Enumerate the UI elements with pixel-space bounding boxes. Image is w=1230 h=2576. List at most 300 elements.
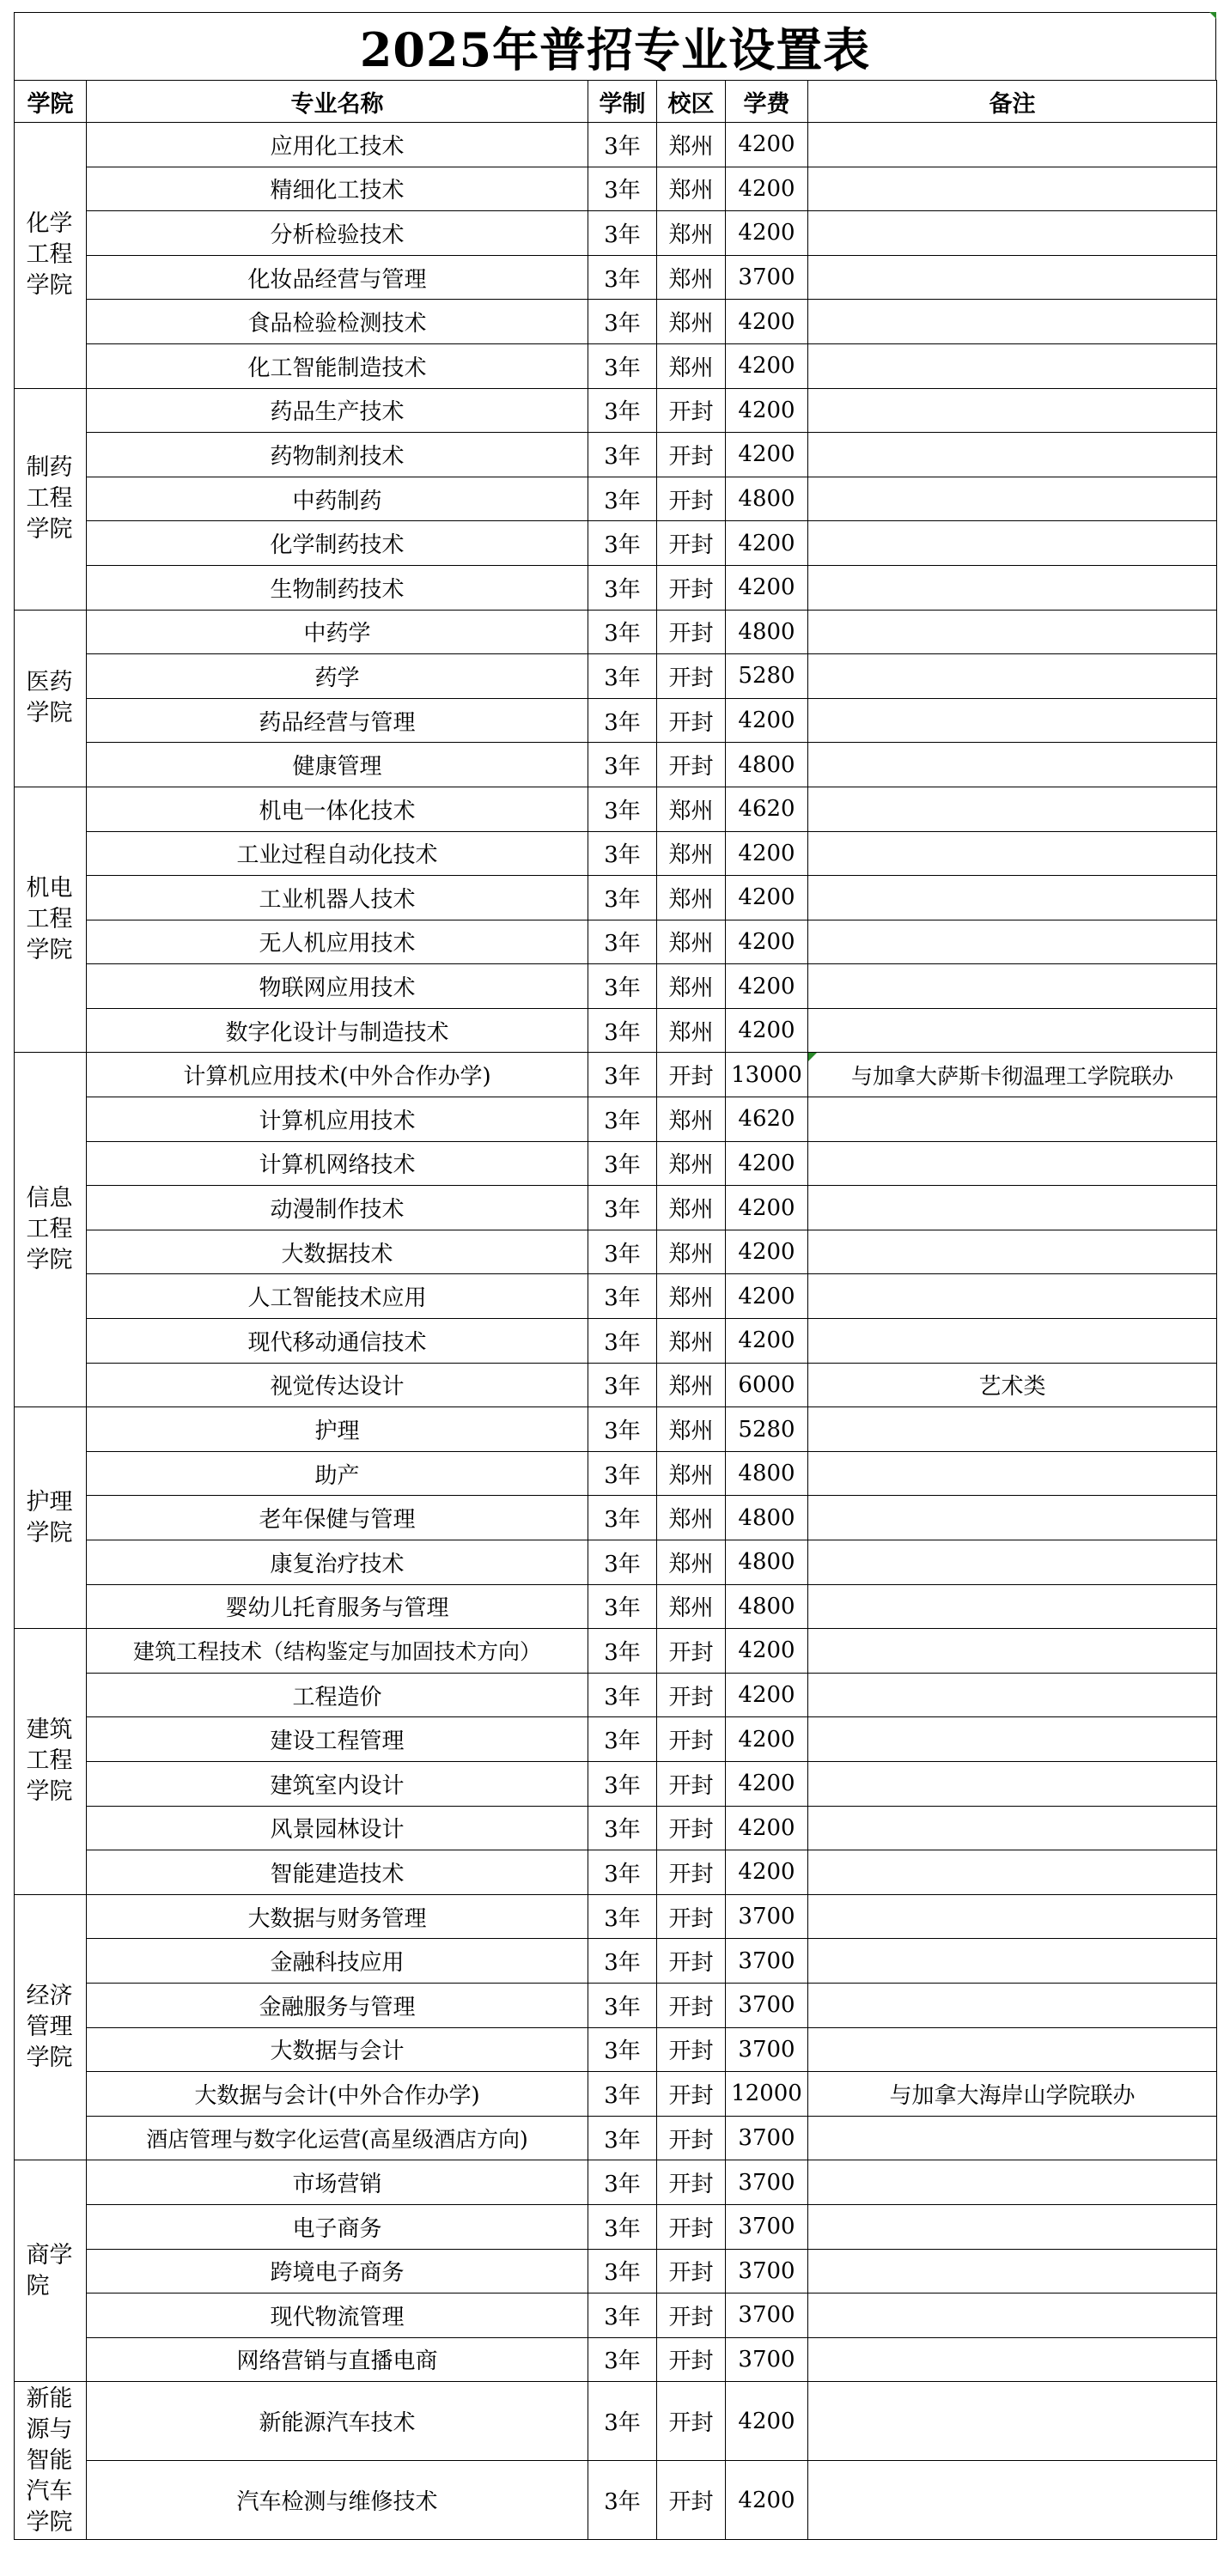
years-cell: 3年: [588, 343, 657, 388]
college-name: 化学工程学院: [26, 210, 73, 300]
years-cell: 3年: [588, 255, 657, 300]
major-cell: 工业过程自动化技术: [87, 831, 588, 876]
table-row: [15, 610, 1217, 654]
note-cell: [808, 698, 1217, 743]
major-cell: 食品检验检测技术: [87, 300, 588, 344]
table-row: [15, 1319, 1217, 1364]
years-cell: 3年: [588, 920, 657, 964]
college-name: 建筑工程学院: [26, 1716, 73, 1806]
college-name: 信息工程学院: [26, 1185, 73, 1274]
fee-cell: 4800: [726, 1584, 808, 1629]
table-row: [15, 123, 1217, 167]
major-cell: 大数据与会计(中外合作办学): [87, 2072, 588, 2117]
college-cell: [15, 1629, 87, 1895]
major-cell: 人工智能技术应用: [87, 1274, 588, 1319]
table-row: [15, 1540, 1217, 1585]
campus-cell: 开封: [657, 2337, 726, 2382]
major-cell: 精细化工技术: [87, 167, 588, 211]
years-cell: 3年: [588, 2461, 657, 2540]
table-row: [15, 255, 1217, 300]
major-cell: 物联网应用技术: [87, 964, 588, 1009]
table-row: [15, 1230, 1217, 1274]
fee-cell: 4620: [726, 787, 808, 831]
years-cell: 3年: [588, 610, 657, 654]
campus-cell: 郑州: [657, 343, 726, 388]
major-cell: 电子商务: [87, 2204, 588, 2249]
major-cell: 老年保健与管理: [87, 1496, 588, 1540]
note-cell: [808, 610, 1217, 654]
years-cell: 3年: [588, 1230, 657, 1274]
years-cell: 3年: [588, 964, 657, 1009]
table-row: [15, 2160, 1217, 2205]
table-row: [15, 1673, 1217, 1717]
major-cell: 中药学: [87, 610, 588, 654]
note-cell: [808, 2204, 1217, 2249]
years-cell: 3年: [588, 2293, 657, 2338]
note-cell: [808, 433, 1217, 477]
major-cell: 助产: [87, 1451, 588, 1496]
campus-cell: 开封: [657, 1717, 726, 1762]
table-row: [15, 2072, 1217, 2117]
major-cell: 化工智能制造技术: [87, 343, 588, 388]
table-row: [15, 1363, 1217, 1407]
header-note: 备注: [808, 81, 1217, 123]
major-cell: 工程造价: [87, 1673, 588, 1717]
major-cell: 无人机应用技术: [87, 920, 588, 964]
fee-cell: 3700: [726, 2116, 808, 2160]
major-cell: 计算机网络技术: [87, 1141, 588, 1186]
fee-cell: 3700: [726, 2027, 808, 2072]
major-cell: 药学: [87, 654, 588, 699]
years-cell: 3年: [588, 1319, 657, 1364]
fee-cell: 3700: [726, 1894, 808, 1939]
years-cell: 3年: [588, 1983, 657, 2027]
fee-cell: 4200: [726, 920, 808, 964]
campus-cell: 开封: [657, 1939, 726, 1984]
years-cell: 3年: [588, 1629, 657, 1674]
college-cell: [15, 787, 87, 1053]
years-cell: 3年: [588, 433, 657, 477]
major-cell: 计算机应用技术(中外合作办学): [87, 1053, 588, 1097]
fee-cell: 4800: [726, 1496, 808, 1540]
header-fee: 学费: [726, 81, 808, 123]
major-cell: 酒店管理与数字化运营(高星级酒店方向): [87, 2116, 588, 2160]
years-cell: 3年: [588, 521, 657, 566]
fee-cell: 4200: [726, 521, 808, 566]
note-cell: [808, 1230, 1217, 1274]
fee-cell: 4200: [726, 2382, 808, 2461]
college-name: 商学院: [26, 2241, 73, 2300]
fee-cell: 4200: [726, 1186, 808, 1230]
note-cell: [808, 1274, 1217, 1319]
campus-cell: 开封: [657, 2160, 726, 2205]
campus-cell: 郑州: [657, 255, 726, 300]
table-row: [15, 698, 1217, 743]
fee-cell: 4800: [726, 1451, 808, 1496]
major-cell: 大数据技术: [87, 1230, 588, 1274]
table-row: [15, 1584, 1217, 1629]
years-cell: 3年: [588, 477, 657, 521]
fee-cell: 4800: [726, 743, 808, 787]
campus-cell: 开封: [657, 1806, 726, 1850]
note-cell: [808, 920, 1217, 964]
note-cell: 艺术类: [808, 1363, 1217, 1407]
major-cell: 智能建造技术: [87, 1850, 588, 1895]
college-name: 护理学院: [26, 1488, 73, 1546]
years-cell: 3年: [588, 300, 657, 344]
table-row: [15, 1717, 1217, 1762]
table-row: [15, 2116, 1217, 2160]
years-cell: 3年: [588, 1717, 657, 1762]
years-cell: 3年: [588, 2204, 657, 2249]
campus-cell: 开封: [657, 698, 726, 743]
table-row: [15, 565, 1217, 610]
campus-cell: 开封: [657, 2116, 726, 2160]
years-cell: 3年: [588, 1186, 657, 1230]
years-cell: 3年: [588, 1097, 657, 1142]
years-cell: 3年: [588, 2072, 657, 2117]
table-row: [15, 920, 1217, 964]
years-cell: 3年: [588, 1451, 657, 1496]
note-cell: [808, 565, 1217, 610]
table-row: [15, 1939, 1217, 1984]
major-cell: 现代移动通信技术: [87, 1319, 588, 1364]
note-cell: [808, 1186, 1217, 1230]
note-cell: [808, 2027, 1217, 2072]
campus-cell: 郑州: [657, 876, 726, 920]
major-cell: 市场营销: [87, 2160, 588, 2205]
table-row: [15, 1053, 1217, 1097]
note-cell: 与加拿大海岸山学院联办: [808, 2072, 1217, 2117]
years-cell: 3年: [588, 2382, 657, 2461]
years-cell: 3年: [588, 2160, 657, 2205]
college-cell: [15, 2382, 87, 2540]
fee-cell: 4200: [726, 1008, 808, 1053]
college-cell: [15, 2160, 87, 2382]
campus-cell: 郑州: [657, 1540, 726, 1585]
fee-cell: 4200: [726, 433, 808, 477]
note-cell: [808, 167, 1217, 211]
table-row: [15, 1451, 1217, 1496]
campus-cell: 开封: [657, 388, 726, 433]
note-cell: [808, 2461, 1217, 2540]
major-cell: 护理: [87, 1407, 588, 1452]
campus-cell: 郑州: [657, 1363, 726, 1407]
major-cell: 药物制剂技术: [87, 433, 588, 477]
table-row: [15, 1806, 1217, 1850]
fee-cell: 3700: [726, 2160, 808, 2205]
major-cell: 婴幼儿托育服务与管理: [87, 1584, 588, 1629]
note-cell: [808, 1939, 1217, 1984]
college-cell: [15, 1894, 87, 2160]
campus-cell: 郑州: [657, 1451, 726, 1496]
fee-cell: 12000: [726, 2072, 808, 2117]
years-cell: 3年: [588, 1141, 657, 1186]
note-cell: [808, 2249, 1217, 2293]
major-cell: 化妆品经营与管理: [87, 255, 588, 300]
campus-cell: 开封: [657, 565, 726, 610]
major-cell: 大数据与会计: [87, 2027, 588, 2072]
campus-cell: 郑州: [657, 167, 726, 211]
years-cell: 3年: [588, 1496, 657, 1540]
fee-cell: 4800: [726, 610, 808, 654]
campus-cell: 开封: [657, 521, 726, 566]
header-row: [15, 81, 1217, 123]
years-cell: 3年: [588, 1850, 657, 1895]
college-cell: [15, 610, 87, 787]
comment-marker: [1209, 12, 1216, 19]
fee-cell: 3700: [726, 255, 808, 300]
table-row: [15, 2382, 1217, 2461]
years-cell: 3年: [588, 2337, 657, 2382]
campus-cell: 郑州: [657, 211, 726, 256]
campus-cell: 郑州: [657, 831, 726, 876]
fee-cell: 4800: [726, 477, 808, 521]
campus-cell: 郑州: [657, 964, 726, 1009]
header-campus: 校区: [657, 81, 726, 123]
major-cell: 动漫制作技术: [87, 1186, 588, 1230]
fee-cell: 4200: [726, 343, 808, 388]
fee-cell: 4200: [726, 167, 808, 211]
fee-cell: 4200: [726, 876, 808, 920]
campus-cell: 开封: [657, 2249, 726, 2293]
major-cell: 健康管理: [87, 743, 588, 787]
campus-cell: 郑州: [657, 1584, 726, 1629]
major-cell: 工业机器人技术: [87, 876, 588, 920]
years-cell: 3年: [588, 2027, 657, 2072]
note-cell: [808, 1850, 1217, 1895]
note-cell: [808, 521, 1217, 566]
table-row: [15, 2337, 1217, 2382]
major-cell: 金融服务与管理: [87, 1983, 588, 2027]
campus-cell: 开封: [657, 2072, 726, 2117]
years-cell: 3年: [588, 743, 657, 787]
fee-cell: 4200: [726, 1717, 808, 1762]
note-cell: [808, 1097, 1217, 1142]
campus-cell: 开封: [657, 2027, 726, 2072]
major-cell: 应用化工技术: [87, 123, 588, 167]
college-name: 医药学院: [26, 669, 73, 727]
fee-cell: 4200: [726, 1319, 808, 1364]
years-cell: 3年: [588, 1540, 657, 1585]
campus-cell: 开封: [657, 2382, 726, 2461]
fee-cell: 4200: [726, 1673, 808, 1717]
campus-cell: 开封: [657, 433, 726, 477]
note-cell: [808, 343, 1217, 388]
campus-cell: 郑州: [657, 1097, 726, 1142]
note-cell: [808, 477, 1217, 521]
years-cell: 3年: [588, 1274, 657, 1319]
note-cell: [808, 831, 1217, 876]
campus-cell: 郑州: [657, 300, 726, 344]
note-cell: [808, 2337, 1217, 2382]
years-cell: 3年: [588, 876, 657, 920]
table-row: [15, 2204, 1217, 2249]
table-row: [15, 343, 1217, 388]
table-row: [15, 1407, 1217, 1452]
note-cell: [808, 1319, 1217, 1364]
table-row: [15, 1496, 1217, 1540]
major-cell: 机电一体化技术: [87, 787, 588, 831]
years-cell: 3年: [588, 565, 657, 610]
fee-cell: 4200: [726, 698, 808, 743]
years-cell: 3年: [588, 698, 657, 743]
table-row: [15, 787, 1217, 831]
note-cell: [808, 2160, 1217, 2205]
major-cell: 金融科技应用: [87, 1939, 588, 1984]
note-cell: [808, 1141, 1217, 1186]
table-row: [15, 1850, 1217, 1895]
major-cell: 药品生产技术: [87, 388, 588, 433]
fee-cell: 4200: [726, 1230, 808, 1274]
fee-cell: 4200: [726, 1850, 808, 1895]
note-cell: [808, 1894, 1217, 1939]
note-cell: [808, 388, 1217, 433]
table-row: [15, 521, 1217, 566]
college-name: 制药工程学院: [26, 454, 73, 544]
fee-cell: 4200: [726, 1141, 808, 1186]
table-row: [15, 1761, 1217, 1806]
table-row: [15, 876, 1217, 920]
major-cell: 建筑室内设计: [87, 1761, 588, 1806]
fee-cell: 4200: [726, 211, 808, 256]
campus-cell: 开封: [657, 2293, 726, 2338]
table-row: [15, 2027, 1217, 2072]
campus-cell: 开封: [657, 1983, 726, 2027]
table-row: [15, 1629, 1217, 1674]
note-cell: [808, 2293, 1217, 2338]
note-cell: [808, 1629, 1217, 1674]
college-cell: [15, 388, 87, 610]
major-cell: 药品经营与管理: [87, 698, 588, 743]
fee-cell: 3700: [726, 1939, 808, 1984]
table-row: [15, 831, 1217, 876]
note-cell: [808, 1717, 1217, 1762]
fee-cell: 6000: [726, 1363, 808, 1407]
fee-cell: 4200: [726, 831, 808, 876]
major-cell: 现代物流管理: [87, 2293, 588, 2338]
campus-cell: 郑州: [657, 123, 726, 167]
header-major: 专业名称: [87, 81, 588, 123]
fee-cell: 4200: [726, 1761, 808, 1806]
campus-cell: 开封: [657, 743, 726, 787]
years-cell: 3年: [588, 831, 657, 876]
college-cell: [15, 1053, 87, 1407]
major-cell: 汽车检测与维修技术: [87, 2461, 588, 2540]
fee-cell: 3700: [726, 1983, 808, 2027]
note-cell: [808, 1584, 1217, 1629]
major-cell: 计算机应用技术: [87, 1097, 588, 1142]
campus-cell: 郑州: [657, 1008, 726, 1053]
major-cell: 建筑工程技术（结构鉴定与加固技术方向）: [87, 1629, 588, 1674]
note-cell: [808, 1806, 1217, 1850]
fee-cell: 5280: [726, 654, 808, 699]
note-cell: [808, 1761, 1217, 1806]
fee-cell: 4200: [726, 388, 808, 433]
college-cell: [15, 123, 87, 389]
fee-cell: 4620: [726, 1097, 808, 1142]
note-cell: [808, 1540, 1217, 1585]
campus-cell: 开封: [657, 477, 726, 521]
note-cell: [808, 123, 1217, 167]
table-row: [15, 964, 1217, 1009]
major-cell: 风景园林设计: [87, 1806, 588, 1850]
table-row: [15, 1983, 1217, 2027]
campus-cell: 郑州: [657, 1141, 726, 1186]
note-cell: [808, 211, 1217, 256]
table-row: [15, 743, 1217, 787]
table-row: [15, 2461, 1217, 2540]
note-cell: [808, 964, 1217, 1009]
years-cell: 3年: [588, 1008, 657, 1053]
major-cell: 数字化设计与制造技术: [87, 1008, 588, 1053]
table-row: [15, 1008, 1217, 1053]
campus-cell: 郑州: [657, 1319, 726, 1364]
college-name: 机电工程学院: [26, 875, 73, 964]
fee-cell: 3700: [726, 2337, 808, 2382]
note-cell: [808, 1407, 1217, 1452]
campus-cell: 开封: [657, 1053, 726, 1097]
note-cell: [808, 255, 1217, 300]
years-cell: 3年: [588, 1939, 657, 1984]
fee-cell: 4200: [726, 1274, 808, 1319]
fee-cell: 13000: [726, 1053, 808, 1097]
years-cell: 3年: [588, 1407, 657, 1452]
campus-cell: 开封: [657, 1673, 726, 1717]
note-cell: [808, 1496, 1217, 1540]
major-cell: 网络营销与直播电商: [87, 2337, 588, 2382]
campus-cell: 郑州: [657, 787, 726, 831]
enrollment-sheet: [14, 12, 1216, 2540]
note-cell: [808, 2116, 1217, 2160]
table-row: [15, 1274, 1217, 1319]
campus-cell: 郑州: [657, 920, 726, 964]
note-cell: 与加拿大萨斯卡彻温理工学院联办: [808, 1053, 1217, 1097]
campus-cell: 开封: [657, 2461, 726, 2540]
table-row: [15, 211, 1217, 256]
note-cell: [808, 876, 1217, 920]
campus-cell: 开封: [657, 1761, 726, 1806]
table-row: [15, 654, 1217, 699]
fee-cell: 4200: [726, 123, 808, 167]
table-row: [15, 1186, 1217, 1230]
fee-cell: 4200: [726, 964, 808, 1009]
college-cell: [15, 1407, 87, 1629]
major-cell: 大数据与财务管理: [87, 1894, 588, 1939]
note-cell: [808, 1983, 1217, 2027]
fee-cell: 4800: [726, 1540, 808, 1585]
table-row: [15, 1141, 1217, 1186]
fee-cell: 4200: [726, 1629, 808, 1674]
years-cell: 3年: [588, 1761, 657, 1806]
campus-cell: 开封: [657, 2204, 726, 2249]
campus-cell: 郑州: [657, 1186, 726, 1230]
campus-cell: 开封: [657, 1894, 726, 1939]
years-cell: 3年: [588, 123, 657, 167]
table-row: [15, 1894, 1217, 1939]
campus-cell: 郑州: [657, 1407, 726, 1452]
major-cell: 中药制药: [87, 477, 588, 521]
note-cell: [808, 300, 1217, 344]
fee-cell: 4200: [726, 300, 808, 344]
table-row: [15, 1097, 1217, 1142]
header-college: 学院: [15, 81, 87, 123]
years-cell: 3年: [588, 1053, 657, 1097]
table-body: [15, 123, 1217, 2540]
fee-cell: 3700: [726, 2204, 808, 2249]
majors-table: [14, 80, 1217, 2540]
college-name: 新能源与智能汽车学院: [26, 2385, 73, 2536]
